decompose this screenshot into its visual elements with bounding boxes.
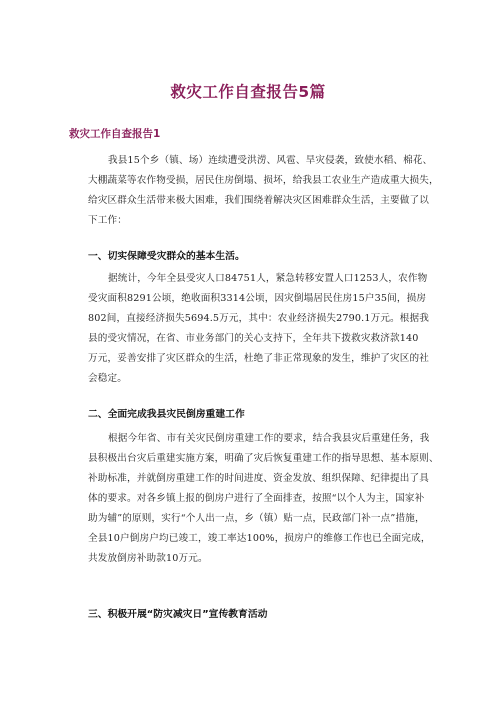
paragraph-line: 助为辅”的原则，实行“个人出一点，乡（镇）贴一点，民政部门补一点”措施， — [88, 513, 425, 524]
paragraph-line: 会稳定。 — [88, 373, 127, 384]
section-heading-2: 二、全面完成我县灾民倒房重建工作 — [88, 409, 245, 420]
paragraph-line: 全县10户倒房户均已竣工，竣工率达100%，损房户的维修工作也已全面完成， — [88, 533, 431, 544]
paragraph-line: 共发放倒房补助款10万元。 — [88, 553, 208, 564]
paragraph-line: 据统计，今年全县受灾人口84751人，紧急转移安置人口1253人，农作物 — [108, 273, 428, 284]
paragraph-line: 802间，直接经济损失5694.5万元，其中：农业经济损失2790.1万元。根据我 — [88, 313, 430, 324]
section-subtitle: 救灾工作自查报告1 — [69, 128, 161, 140]
paragraph-line: 根据今年省、市有关灾民倒房重建工作的要求，结合我县灾后重建任务，我 — [108, 433, 430, 444]
paragraph-line: 下工作： — [88, 215, 127, 226]
paragraph-line: 县积极出台灾后重建实施方案，明确了灾后恢复重建工作的指导思想、基本原则、 — [88, 453, 439, 464]
paragraph-line: 给灾区群众生活带来极大困难，我们围绕着解决灾区困难群众生活，主要做了以 — [88, 195, 430, 206]
paragraph-line: 受灾面积8291公顷，绝收面积3314公顷，因灾倒塌居民住房15户35间，损房 — [88, 293, 427, 304]
document-title: 救灾工作自查报告5篇 — [170, 83, 326, 101]
paragraph-reconstruction — [88, 429, 453, 569]
paragraph-line: 我县15个乡（镇、场）连续遭受洪涝、风雹、旱灾侵袭，致使水稻、棉花、 — [108, 155, 433, 166]
paragraph-line: 县的受灾情况，在省、市业务部门的关心支持下，全年共下拨救灾救济款140 — [88, 333, 419, 344]
section-heading-1: 一、切实保障受灾群众的基本生活。 — [88, 251, 245, 262]
paragraph-intro — [88, 151, 453, 231]
paragraph-line: 万元，妥善安排了灾区群众的生活，杜绝了非正常现象的发生，维护了灾区的社 — [88, 353, 430, 364]
paragraph-line: 补助标准，并就倒房重建工作的时间进度、资金发放、组织保障、纪律提出了具 — [88, 473, 430, 484]
paragraph-statistics — [88, 269, 453, 389]
section-heading-3: 三、积极开展“防灾减灾日”宣传教育活动 — [88, 609, 268, 620]
paragraph-line: 大棚蔬菜等农作物受损，居民住房倒塌、损坏，给我县工农业生产造成重大损失， — [88, 175, 439, 186]
paragraph-line: 体的要求。对各乡镇上报的倒房户进行了全面排查，按照“以个人为主，国家补 — [88, 493, 425, 504]
